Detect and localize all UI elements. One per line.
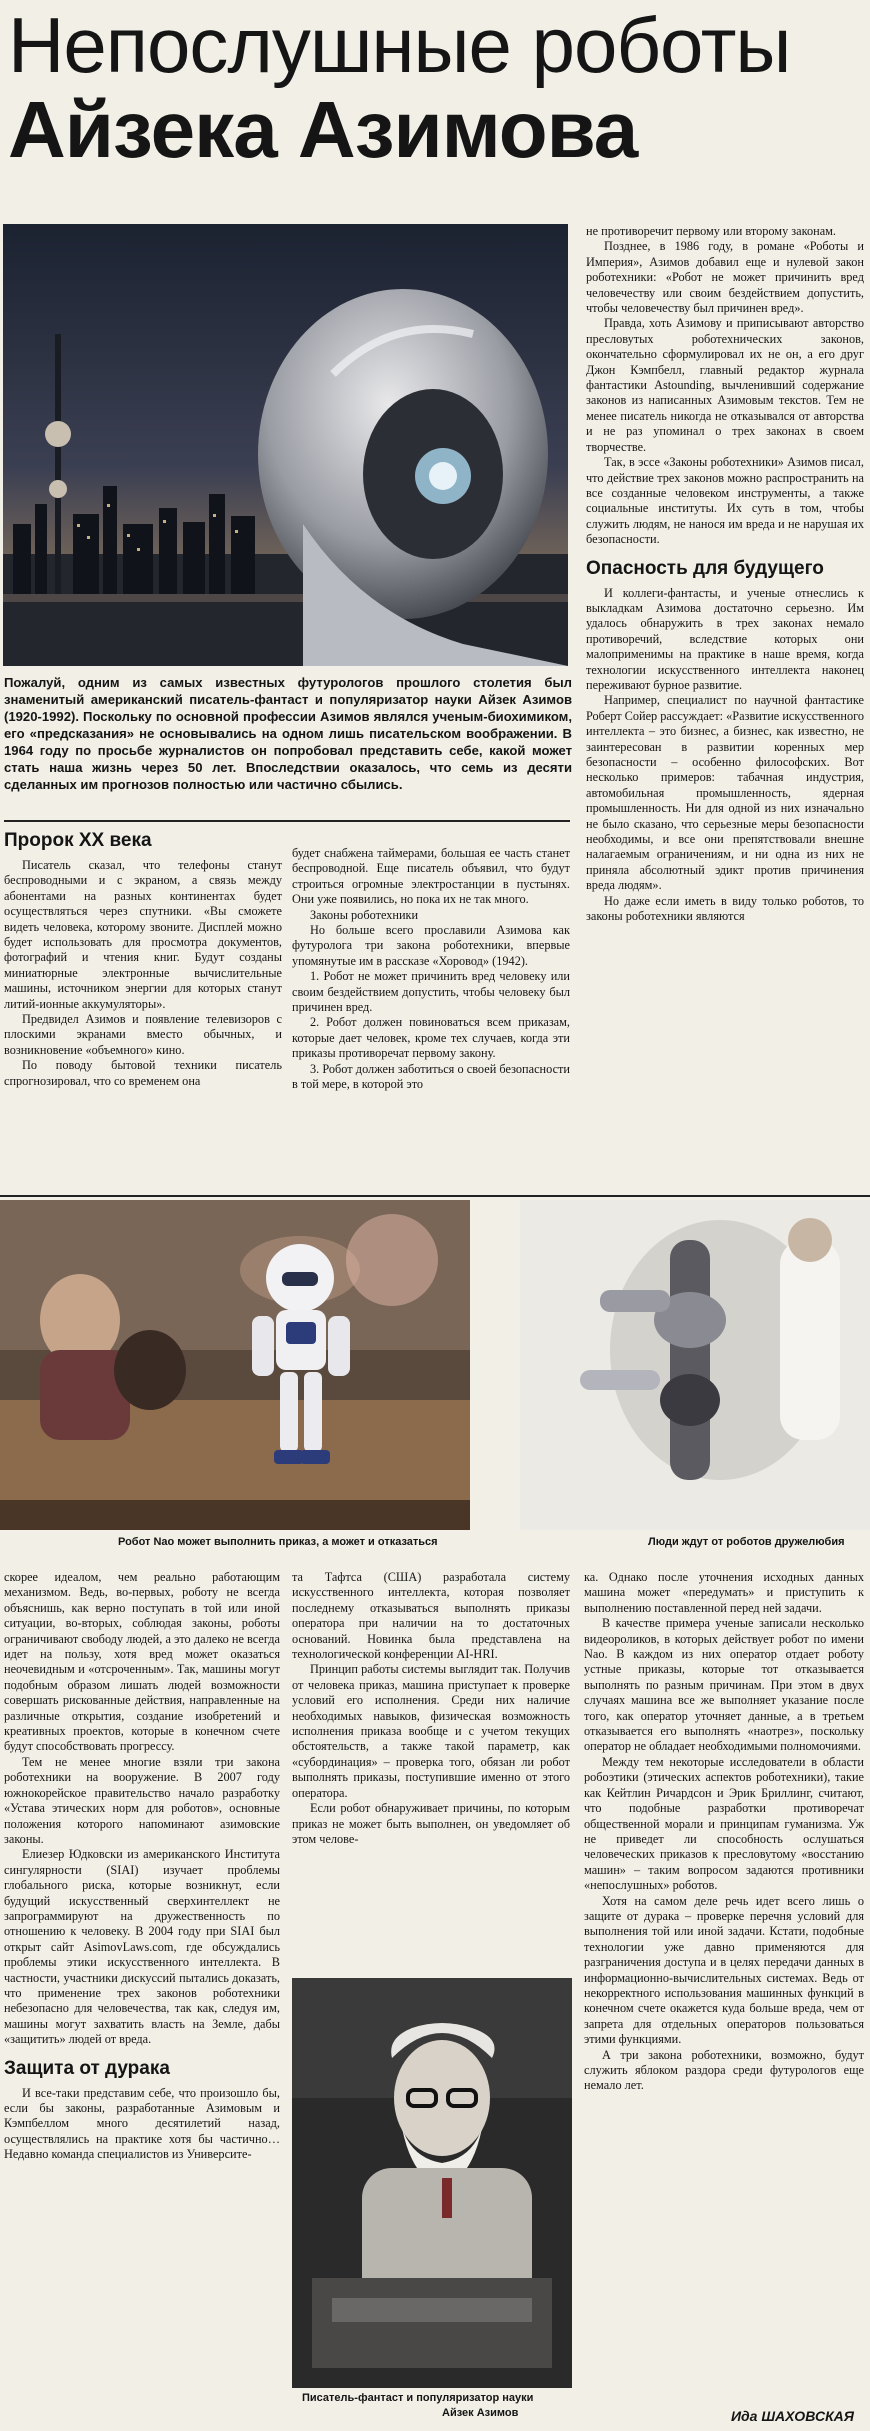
paragraph: А три закона роботехники, возможно, будут служить яблоком раздора среди футурологов еще немало лет. <box>584 2047 864 2093</box>
paragraph: И коллеги-фантасты, и ученые отнеслись к выкладкам Азимова достаточно серьезно. Им удалось обнаружить в трех законах немало противоречий, вследствие которых они малоприменимы на практике в наше время, когда технологии искусственного интеллекта наконец переживают бурное развитие. <box>586 585 864 692</box>
paragraph: Тем не менее многие взяли три закона роботехники на вооружение. В 2007 году южнокорейское правительство начало разработку «Устава этических норм для роботов», основные положения которого напоминают азимовские законы. <box>4 1754 280 1846</box>
section-heading-danger: Опасность для будущего <box>586 557 824 579</box>
hero-robot-photo <box>3 224 568 666</box>
paragraph: Принцип работы системы выглядит так. Получив от человека приказ, машина приступает к проверке условий его исполнения. Среди них наличие необходимых навыков, физическая возможность исполнения приказа вообще и с учетом текущих обстоятельств, а также такой параметр, как «субординация» – проверка того, обязан ли робот выполнять приказы, поступившие именно от этого оператора. <box>292 1662 570 1800</box>
paragraph: та Тафтса (США) разработала систему искусственного интеллекта, которая позволяет последнему отказываться выполнять приказы оператора при наличии на то достаточных оснований. Новинка была представлена на технологической конференции AI-HRI. <box>292 1570 570 1662</box>
column-laws <box>292 846 570 1188</box>
paragraph: 2. Робот должен повиноваться всем приказам, которые дает человек, кроме тех случаев, когда эти приказы противоречат первому закону. <box>292 1015 570 1061</box>
lead-paragraph: Пожалуй, одним из самых известных футурологов прошлого столетия был знаменитый американский писатель-фантаст и популяризатор науки Айзек Азимов (1920-1992). Поскольку по основной профессии Азимов являлся ученым-биохимиком, его «предсказания» не основывались на одном лишь писательском воображении. В 1964 году по просьбе журналистов он попробовал представить себе, какой может стать наша жизнь через 50 лет. Впоследствии оказалось, что семь из десяти сделанных им прогнозов полностью или частично сбылись. <box>4 675 572 792</box>
paragraph: скорее идеалом, чем реально работающим механизмом. Ведь, во-первых, роботу не всегда объяснишь, как верно поступать в той или иной ситуации, во-вторых, соблюдая законы, роботы ограничивают свободу людей, а это далеко не всегда идет на пользу, хотя вред может оказаться неочевидным и «отсроченным». Так, машины могут подобным образом лишать людей возможности совершать рискованные действия, направленные на различные открытия, создание изобретений и креативных проектов, которые в конечном счете будут способствовать прогрессу. <box>4 1570 280 1754</box>
bottom-column-a <box>4 1570 280 2420</box>
section-heading-prophet: Пророк XX века <box>4 830 152 851</box>
paragraph: Между тем некоторые исследователи в области робоэтики (этических аспектов роботехники), такие как Кейтлин Ричардсон и Эрик Бриллинг, считают, что подобные разработки противоречат общественной морали и принципам гуманизма. Уж не приведет ли способность ослушаться человеческих приказов к пресловутому «восстанию машин» – таким вопросом задаются противники «непослушных» роботов. <box>584 1754 864 1893</box>
column-prophet <box>4 830 282 1188</box>
asimov-portrait-photo <box>292 1978 572 2388</box>
paragraph: Хотя на самом деле речь идет всего лишь о защите от дурака – проверке перечня условий для выполнения той или иной задачи. Кстати, подобные технологии уже давно применяются для разграничения доступа и в целях передачи данных в информационно-вычислительных системах. Ведь от некорректного использования машинных функций в конечном счете окажется куда больше вреда, чем от запрета для отдельных операторов пользоваться этими функциями. <box>584 1893 864 2047</box>
paragraph: ка. Однако после уточнения исходных данных машина может «передумать» и приступить к выполнению поставленной перед ней задачи. <box>584 1570 864 1615</box>
section-heading-fool-proof: Защита от дурака <box>4 2057 170 2079</box>
caption-portrait: Писатель-фантаст и популяризатор науки <box>302 2392 534 2404</box>
paragraph: В качестве примера ученые записали несколько видеороликов, в которых действует робот по имени Nao. В каждом из них оператор отдает роботу устные приказы, которые тот отказывается выполнять по разным причинам. При этом в двух случаях машина все же выполняет указание после того, как оператор уточняет данные, а в третьем отказывается его выполнять «наотрез», поскольку оператор не обладает необходимыми полномочиями. <box>584 1616 864 1754</box>
caption-portrait-name: Айзек Азимов <box>442 2407 519 2419</box>
robot-arm-photo <box>520 1200 870 1530</box>
top-right-column <box>586 224 865 924</box>
paragraph: Но даже если иметь в виду только роботов, то законы роботехники являются <box>586 893 864 924</box>
paragraph: Позднее, в 1986 году, в романе «Роботы и Империя», Азимов добавил еще и нулевой закон роботехники: «Робот не может причинить вред человечеству или своим бездействием допустить, чтобы человечеству был причинен вред». <box>586 239 864 316</box>
paragraph: Писатель сказал, что телефоны станут беспроводными и с экраном, а связь между абонентами на разных континентах будет осуществляться через спутники. «Вы сможете видеть человека, которому звоните. Дисплей можно будет использовать для просмотра документов, фотографий и чтения книг. Будут созданы миниатюрные электронные вычислительные машины, источником энергии для которых станут литий-ионные аккумуляторы». <box>4 858 282 1011</box>
paragraph: 3. Робот должен заботиться о своей безопасности в той мере, в которой это <box>292 1061 570 1092</box>
paragraph: И все-таки представим себе, что произошло бы, если бы законы, разработанные Азимовым и Кэмпбеллом много десятилетий назад, осуществлялись на практике хотя бы частично… Недавно команда специалистов из Университе- <box>4 2085 280 2162</box>
paragraph: Законы роботехники <box>310 907 419 922</box>
caption-people: Люди ждут от роботов дружелюбия <box>648 1536 845 1548</box>
nao-robot-photo <box>0 1200 470 1530</box>
paragraph: Елиезер Юдковски из американского Института сингулярности (SIAI) изучает проблемы глобального риска, которые возникнут, если будущий искусственный сверхинтеллект не запрограммируют на дружественность по отношению к человеку. В 2004 году при SIAI был открыт сайт AsimovLaws.com, где обсуждались проблемы этики искусственного интеллекта. В частности, участники дискуссий пытались доказать, что применение трех законов роботехники небезопасно для человечества, так как, следуя им, машины могут захватить власть на Земле, дабы «защитить» людей от вреда. <box>4 1847 280 2047</box>
paragraph: не противоречит первому или второму законам. <box>586 224 837 238</box>
paragraph: Например, специалист по научной фантастике Роберт Сойер рассуждает: «Развитие искусственного интеллекта – это бизнес, а бизнес, как известно, не заинтересован в развитии коренных мер безопасности – особенно философских. Вот несколько примеров: табачная индустрия, автомобильная промышленность, ядерная промышленность. Ни для одной из них изначально не было сказано, что серьезные меры безопасности необходимы, и все они препятствовали внешне налагаемым ограничениям, и ни одна из них не приняла абсолютный эдикт против причинения вреда людям». <box>586 693 865 893</box>
paragraph: будет снабжена таймерами, большая ее часть станет беспроводной. Еще писатель объявил, что будут строиться огромные электростанции в пустынях. Они уже появились, но пока их не так много. <box>292 846 570 907</box>
caption-nao: Робот Nao может выполнить приказ, а может и отказаться <box>118 1536 438 1548</box>
author-signature: Ида ШАХОВСКАЯ <box>730 2408 854 2424</box>
paragraph: Так, в эссе «Законы роботехники» Азимов писал, что действие трех законов можно распространить на все созданные человеком инструменты, а также социальные институты. Их суть в том, чтобы служить людям, не нанося им вреда и не нарушая их безопасности. <box>586 455 864 547</box>
headline-line-1: Непослушные роботы <box>8 1 791 89</box>
paragraph: Правда, хоть Азимову и приписывают авторство пресловутых роботехнических законов, окончательно сформулировал их не он, а его друг Джон Кэмпбелл, главный редактор журнала фантастики Astounding, вычленивший содержание законов из написанных Азимовым текстов. Тем не менее писатель никогда не отказывался от авторства и не раз упоминал о трех законах в своем творчестве. <box>586 316 864 454</box>
divider <box>4 820 570 822</box>
paragraph: Но больше всего прославили Азимова как футуролога три закона роботехники, впервые упомянутые им в рассказе «Хоровод» (1942). <box>292 923 570 968</box>
divider <box>0 1195 870 1197</box>
bottom-column-b <box>292 1570 570 1972</box>
headline <box>8 1 858 174</box>
paragraph: По поводу бытовой техники писатель спрогнозировал, что со временем она <box>4 1058 282 1088</box>
paragraph: 1. Робот не может причинить вред человеку или своим бездействием допустить, чтобы человеку был причинен вред. <box>292 969 570 1015</box>
bottom-column-c <box>584 1570 864 2400</box>
headline-line-2: Айзека Азимова <box>8 85 638 174</box>
paragraph: Если робот обнаруживает причины, по которым приказ не может быть выполнен, он уведомляет об этом челове- <box>292 1801 570 1846</box>
paragraph: Предвидел Азимов и появление телевизоров с плоскими экранами вместо обычных, и возникновение «объемного» кино. <box>4 1012 282 1057</box>
